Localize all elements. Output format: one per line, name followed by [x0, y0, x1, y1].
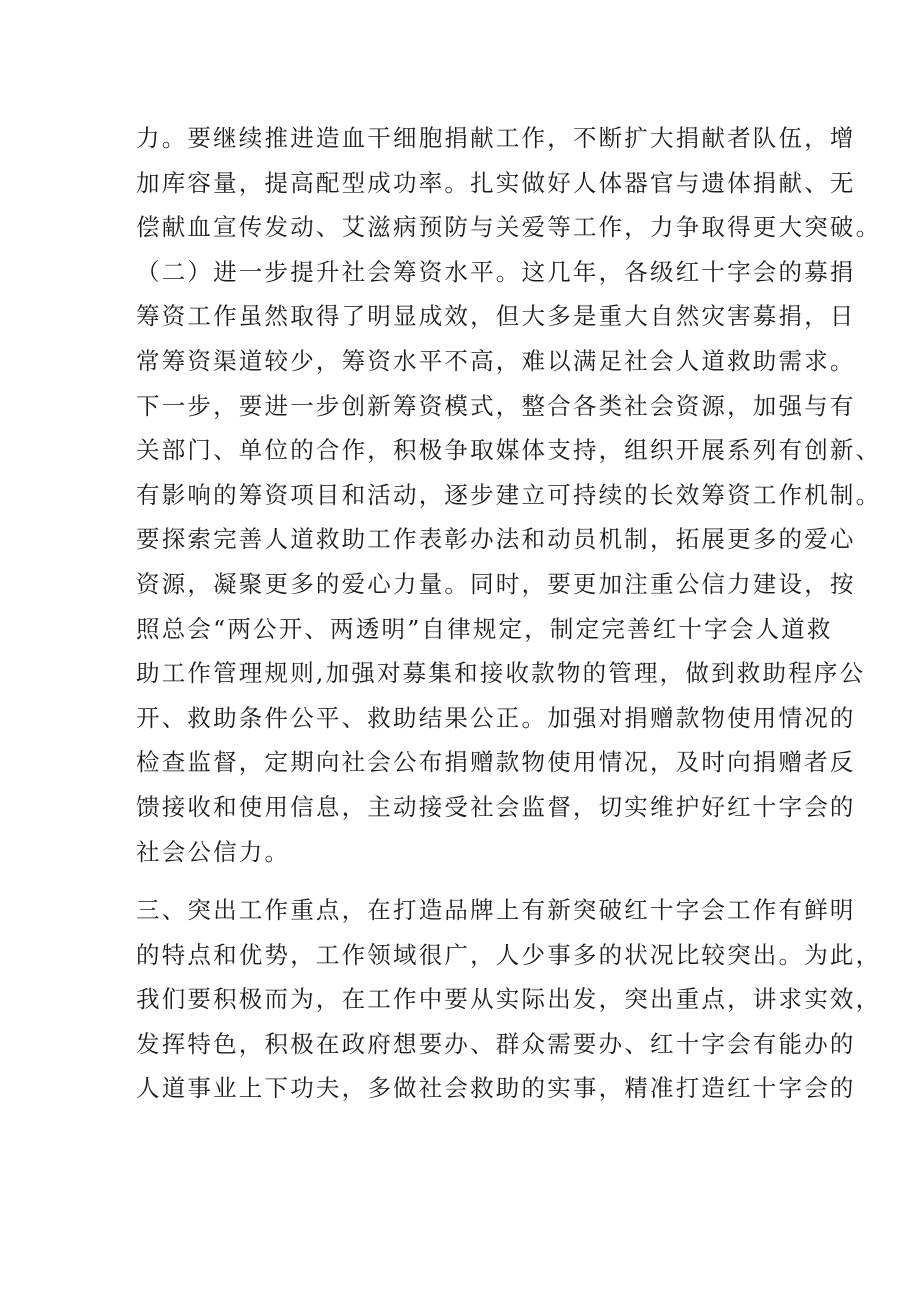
- text-line: 偿献血宣传发动、艾滋病预防与关爱等工作，力争取得更大突破。: [136, 213, 882, 242]
- text-line: 加库容量，提高配型成功率。扎实做好人体器官与遗体捐献、无: [136, 168, 856, 197]
- text-line: 资源，凝聚更多的爱心力量。同时，要更加注重公信力建设，按: [136, 569, 856, 598]
- text-line: 馈接收和使用信息，主动接受社会监督，切实维护好红十字会的: [136, 792, 856, 821]
- text-line: （二）进一步提升社会筹资水平。这几年，各级红十字会的募捐: [136, 257, 856, 286]
- text-line: 常筹资渠道较少，筹资水平不高，难以满足社会人道救助需求。: [136, 346, 856, 375]
- text-line: 助工作管理规则,加强对募集和接收款物的管理，做到救助程序公: [136, 659, 866, 688]
- text-line: 关部门、单位的合作，积极争取媒体支持，组织开展系列有创新、: [136, 436, 882, 465]
- paragraph-fundraising: [136, 250, 882, 874]
- text-line: 力。要继续推进造血干细胞捐献工作，不断扩大捐献者队伍，增: [136, 124, 856, 152]
- paragraph-organ-donation: [136, 116, 882, 250]
- text-line: 社会公信力。: [136, 837, 291, 866]
- text-line: 我们要积极而为，在工作中要从实际出发，突出重点，讲求实效，: [136, 985, 882, 1014]
- text-line: 下一步，要进一步创新筹资模式，整合各类社会资源，加强与有: [136, 391, 856, 420]
- paragraph-work-focus: [136, 888, 882, 1111]
- paragraph-spacer: [136, 874, 796, 888]
- text-line: 发挥特色，积极在政府想要办、群众需要办、红十字会有能办的: [136, 1029, 856, 1058]
- text-line: 有影响的筹资项目和活动，逐步建立可持续的长效筹资工作机制。: [136, 480, 882, 509]
- text-line: 要探索完善人道救助工作表彰办法和动员机制，拓展更多的爱心: [136, 525, 856, 554]
- text-line: 照总会“两公开、两透明”自律规定，制定完善红十字会人道救: [136, 614, 833, 643]
- text-line: 的特点和优势，工作领域很广，人少事多的状况比较突出。为此，: [136, 940, 882, 969]
- text-line: 三、突出工作重点，在打造品牌上有新突破红十字会工作有鲜明: [136, 896, 856, 925]
- text-line: 人道事业上下功夫，多做社会救助的实事，精准打造红十字会的: [136, 1074, 856, 1103]
- text-line: 筹资工作虽然取得了明显成效，但大多是重大自然灾害募捐，日: [136, 302, 856, 331]
- text-line: 检查监督，定期向社会公布捐赠款物使用情况，及时向捐赠者反: [136, 748, 856, 777]
- text-line: 开、救助条件公平、救助结果公正。加强对捐赠款物使用情况的: [136, 703, 856, 732]
- document-body: [136, 116, 882, 1111]
